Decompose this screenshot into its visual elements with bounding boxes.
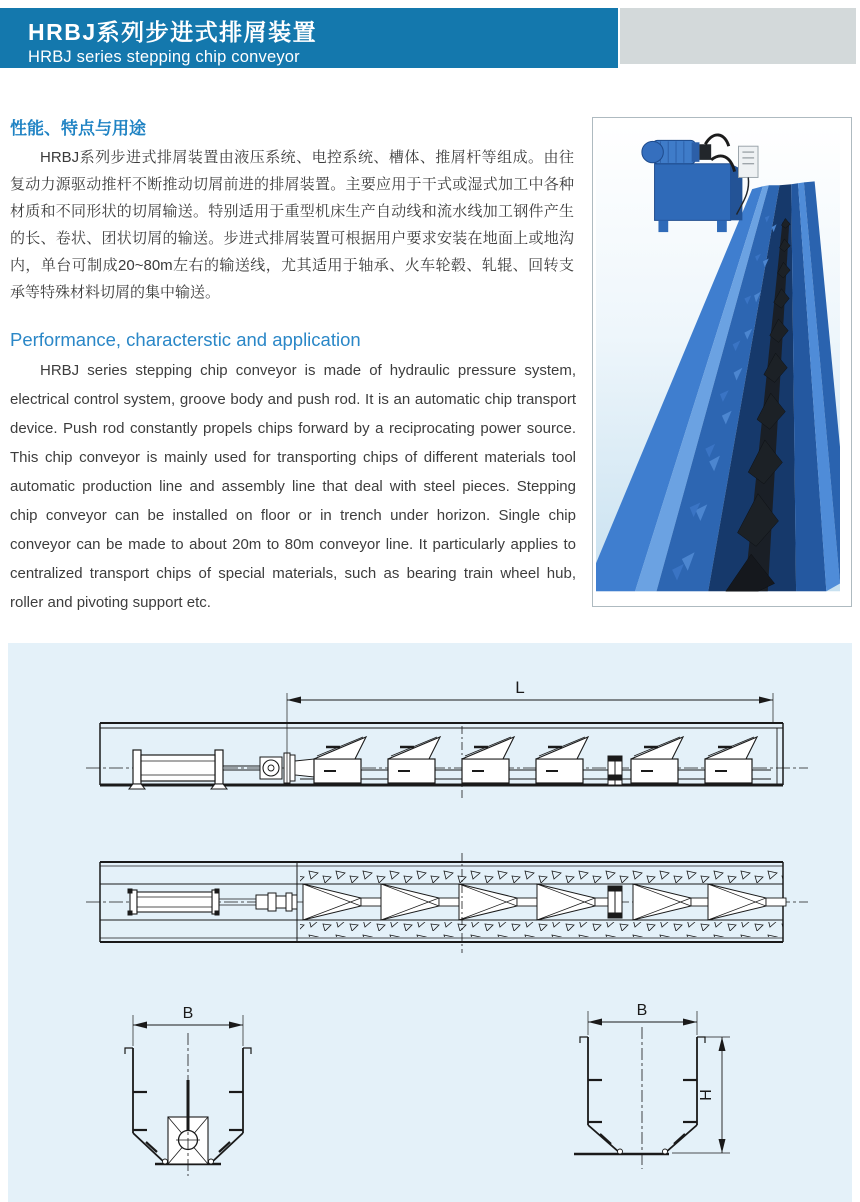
weld-ticks-right-section [588,1080,697,1144]
chips-top-band [300,868,783,883]
side-view-drawing [86,693,808,801]
dim-B-left-label: B [182,1005,194,1022]
section-heading-zh: 性能、特点与用途 [10,119,146,138]
pushers-plan [303,884,786,920]
hydraulic-cylinder-plan [128,889,297,915]
cross-section-left [125,1015,251,1176]
pushers-side [314,737,757,783]
bolted-joint-side [608,756,622,785]
bolted-joint-plan [608,886,622,918]
chips-bottom-band [300,922,783,937]
technical-drawings [8,643,852,1202]
section-body-zh: HRBJ系列步进式排屑装置由液压系统、电控系统、槽体、推屑杆等组成。由往复动力源驱动推杆不断推动切屑前进的排屑装置。主要应用于干式或湿式加工中各种材质和不同形状的切屑输送。特别适用于重型机床生产自动线和流水线加工钢件产生的长、卷状、团状切屑的输送。步进式排屑装置可根据用户要求安装在地面上或地沟内，单台可制成20~80m左右的输送线，尤其适用于轴承、火车轮毂、轧辊、回转支承等特殊材料切屑的集中输送。 [10,149,574,301]
dim-L-label: L [515,678,525,697]
control-box [738,146,758,177]
section-body-en: HRBJ series stepping chip conveyor is made of hydraulic pressure system, electrical control system, groove body and push rod. It is an automatic chip transport device. Push rod constantly propels chips forward by a reciprocating power source. This chip conveyor is mainly used for transporting chips of different materials tool automatic production line and assembly line that deal with steel pieces. Stepping chip conveyor can be installed on floor or in trench under horizon. Single chip conveyor can be made to about 20m to 80m conveyor line. It particularly applies to centralized transport chips of special materials, such as bearing train wheel hub, roller and pivoting support etc. [10,362,576,611]
hydraulic-power-unit [642,135,758,232]
hydraulic-cylinder-side [129,750,314,789]
page-title-en: HRBJ series stepping chip conveyor [28,48,300,66]
technical-drawings-panel [8,643,852,1202]
product-photo [592,117,852,607]
section-heading-en: Performance, characterstic and application [10,329,361,350]
dim-H-label: H [698,1089,715,1101]
conveyor-photo-illustration [596,121,840,595]
pump-block [699,144,711,160]
plan-view-drawing [86,853,808,953]
header-corner-tab [620,8,856,64]
page-title-zh: HRBJ系列步进式排屑装置 [28,19,318,45]
header-bar [0,8,618,68]
dim-B-right-label: B [636,1002,648,1019]
